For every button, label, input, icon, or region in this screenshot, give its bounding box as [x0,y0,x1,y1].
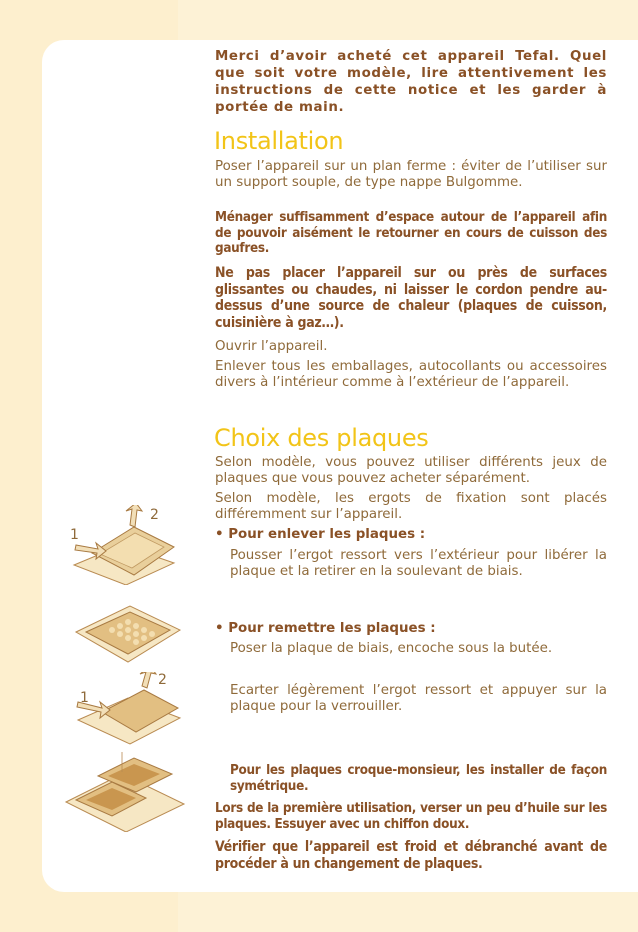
croque-plates-illustration [62,752,187,832]
fig1-step-1: 1 [70,527,79,543]
plaques-p2: Selon modèle, les ergots de fixation sont placés différemment sur l’appareil. [215,491,607,522]
croque-note: Pour les plaques croque-monsieur, les installer de façon symétrique. [230,763,607,794]
fig3-step-1: 1 [80,690,89,706]
installation-p5: Enlever tous les emballages, autocollants ou accessoires divers à l’intérieur comme à l’extérieur de l’appareil. [215,359,607,390]
intro-paragraph: Merci d’avoir acheté cet appareil Tefal. Quel que soit votre modèle, lire attentivement les instructions de cette notice et les garder à portée de main. [215,49,607,115]
installation-p2: Ménager suffisamment d’espace autour de l’appareil afin de pouvoir aisément le retourner en cours de cuisson des gaufres. [215,210,607,257]
installation-p4: Ouvrir l’appareil. [215,339,328,354]
installation-title: Installation [214,127,344,155]
remettre-text-1: Poser la plaque de biais, encoche sous la butée. [230,641,553,656]
fig3-step-2: 2 [158,672,167,688]
remettre-text-2: Ecarter légèrement l’ergot ressort et appuyer sur la plaque pour la verrouiller. [230,683,607,714]
plate-illustration [72,600,182,670]
first-use-note: Lors de la première utilisation, verser un peu d’huile sur les plaques. Essuyer avec un chiffon doux. [215,801,607,832]
bullet-remettre: • Pour remettre les plaques : [215,621,436,636]
fig1-step-2: 2 [150,507,159,523]
enlever-text: Pousser l’ergot ressort vers l’extérieur pour libérer la plaque et la retirer en la soulevant de biais. [230,548,607,579]
verify-note: Vérifier que l’appareil est froid et débranché avant de procéder à un changement de plaques. [215,839,607,872]
installation-p3: Ne pas placer l’appareil sur ou près de surfaces glissantes ou chaudes, ni laisser le cordon pendre au-dessus d’une source de chaleur (plaques de cuisson, cuisinière à gaz…). [215,265,607,331]
plaques-title: Choix des plaques [214,424,429,452]
remove-plate-illustration [62,505,187,585]
installation-p1: Poser l’appareil sur un plan ferme : éviter de l’utiliser sur un support souple, de type nappe Bulgomme. [215,159,607,190]
bullet-enlever: • Pour enlever les plaques : [215,527,426,542]
replace-plate-illustration [72,672,187,747]
plaques-p1: Selon modèle, vous pouvez utiliser différents jeux de plaques que vous pouvez acheter séparément. [215,455,607,486]
